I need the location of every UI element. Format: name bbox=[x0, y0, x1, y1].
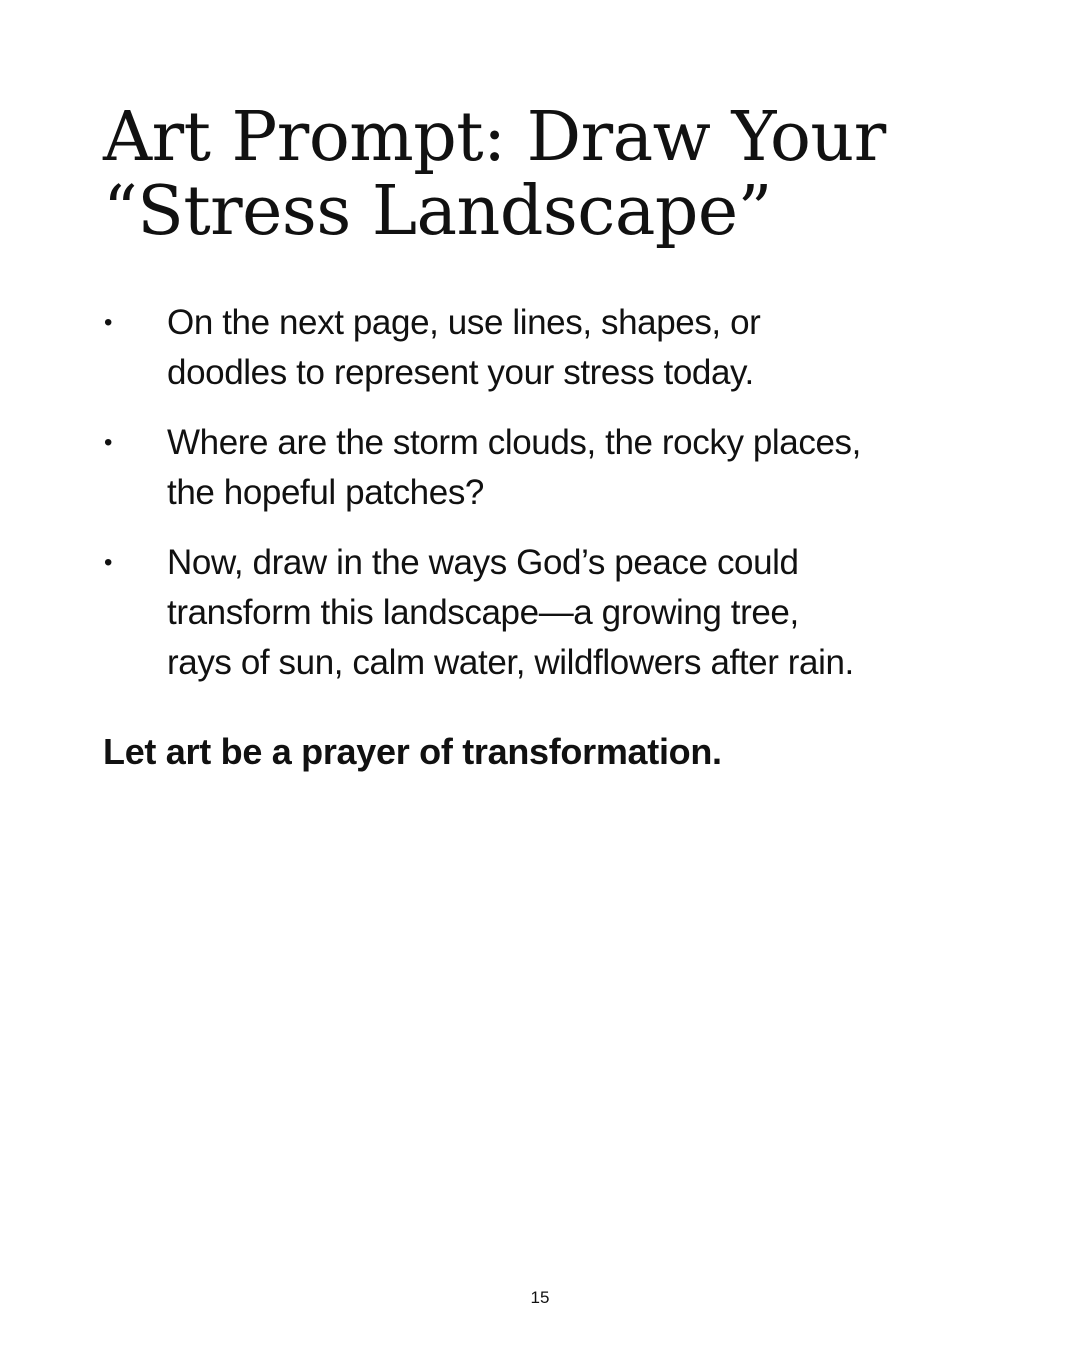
list-item bbox=[103, 418, 983, 518]
bullet-icon: • bbox=[104, 549, 113, 576]
list-item-line: Now, draw in the ways God’s peace could bbox=[167, 543, 799, 582]
page-title bbox=[103, 98, 1003, 251]
list-item bbox=[103, 538, 983, 688]
prompt-list bbox=[103, 298, 983, 708]
list-item-line: the hopeful patches? bbox=[167, 473, 484, 512]
bullet-icon: • bbox=[104, 429, 113, 456]
page-title-line-1: Art Prompt: Draw Your bbox=[103, 98, 886, 177]
list-item-line: rays of sun, calm water, wildflowers after rain. bbox=[167, 643, 854, 682]
closing-statement: Let art be a prayer of transformation. bbox=[103, 731, 722, 772]
list-item-line: Where are the storm clouds, the rocky places, bbox=[167, 423, 861, 462]
list-item-text bbox=[167, 298, 983, 398]
list-item-line: On the next page, use lines, shapes, or bbox=[167, 303, 761, 342]
list-item bbox=[103, 298, 983, 398]
list-item-text bbox=[167, 418, 983, 518]
list-item-text bbox=[167, 538, 983, 688]
bullet-icon: • bbox=[104, 309, 113, 336]
page-title-line-2: “Stress Landscape” bbox=[103, 172, 772, 251]
list-item-line: transform this landscape—a growing tree, bbox=[167, 593, 799, 632]
list-item-line: doodles to represent your stress today. bbox=[167, 353, 754, 392]
page-number: 15 bbox=[530, 1288, 550, 1307]
